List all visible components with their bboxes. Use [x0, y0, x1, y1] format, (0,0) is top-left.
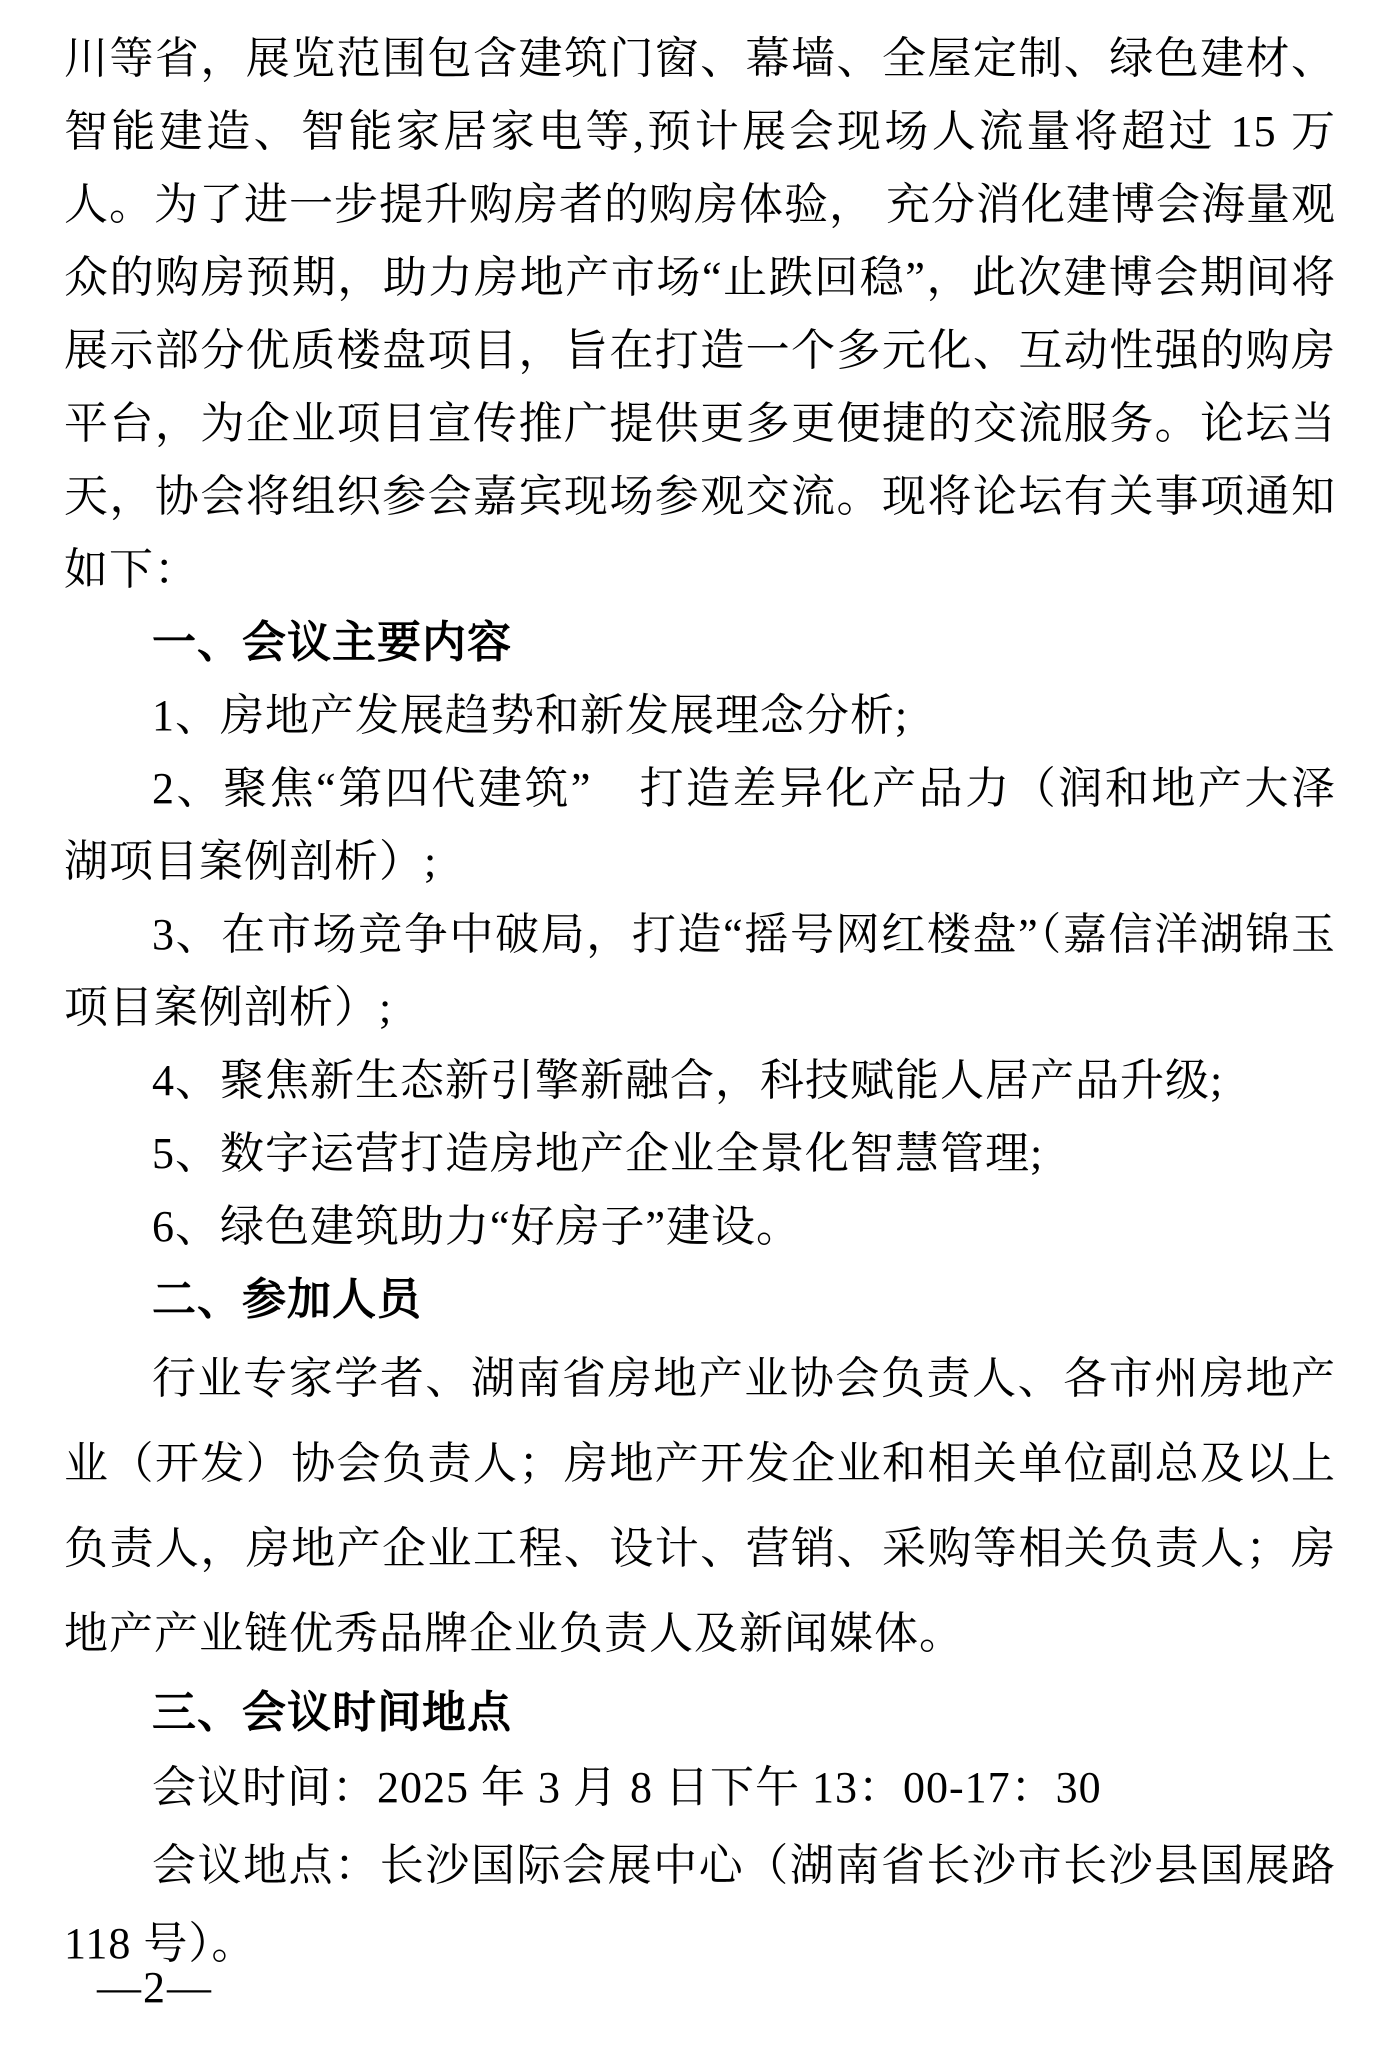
- paragraph-intro: 川等省，展览范围包含建筑门窗、幕墙、全屋定制、绿色建材、智能建造、智能家居家电等,预计展会现场人流量将超过 15 万人。为了进一步提升购房者的购房体验， 充分消化建博会海量观众的购房预期，助力房地产市场“止跌回稳”，此次建博会期间将展示部分优质楼盘项目，旨在打造一个多元化、互动性强的购房平台，为企业项目宣传推广提供更多更便捷的交流服务。论坛当天，协会将组织参会嘉宾现场参观交流。现将论坛有关事项通知如下：: [64, 34, 1336, 594]
- list-item-2: 2、聚焦“第四代建筑” 打造差异化产品力（润和地产大泽湖项目案例剖析）;: [64, 764, 1336, 886]
- paragraph-participants: 行业专家学者、湖南省房地产业协会负责人、各市州房地产业（开发）协会负责人；房地产开发企业和相关单位副总及以上负责人，房地产企业工程、设计、营销、采购等相关负责人；房地产产业链优秀品牌企业负责人及新闻媒体。: [64, 1354, 1336, 1658]
- section2-heading: 二、参加人员: [152, 1275, 422, 1324]
- meeting-time-line: 会议时间：2025 年 3 月 8 日下午 13：00-17：30: [152, 1763, 1102, 1812]
- list-item-1: 1、房地产发展趋势和新发展理念分析;: [152, 691, 909, 740]
- list-item-4: 4、聚焦新生态新引擎新融合，科技赋能人居产品升级;: [152, 1056, 1224, 1105]
- list-item-5: 5、数字运营打造房地产企业全景化智慧管理;: [152, 1129, 1044, 1178]
- page-number: —2—: [97, 1963, 213, 2012]
- section1-heading: 一、会议主要内容: [152, 618, 512, 667]
- section3-heading: 三、会议时间地点: [152, 1688, 512, 1737]
- list-item-6: 6、绿色建筑助力“好房子”建设。: [152, 1202, 802, 1251]
- list-item-3: 3、在市场竞争中破局，打造“摇号网红楼盘”（嘉信洋湖锦玉项目案例剖析）;: [64, 910, 1336, 1032]
- meeting-place-line: 会议地点：长沙国际会展中心（湖南省长沙市长沙县国展路 118 号）。: [64, 1841, 1336, 1968]
